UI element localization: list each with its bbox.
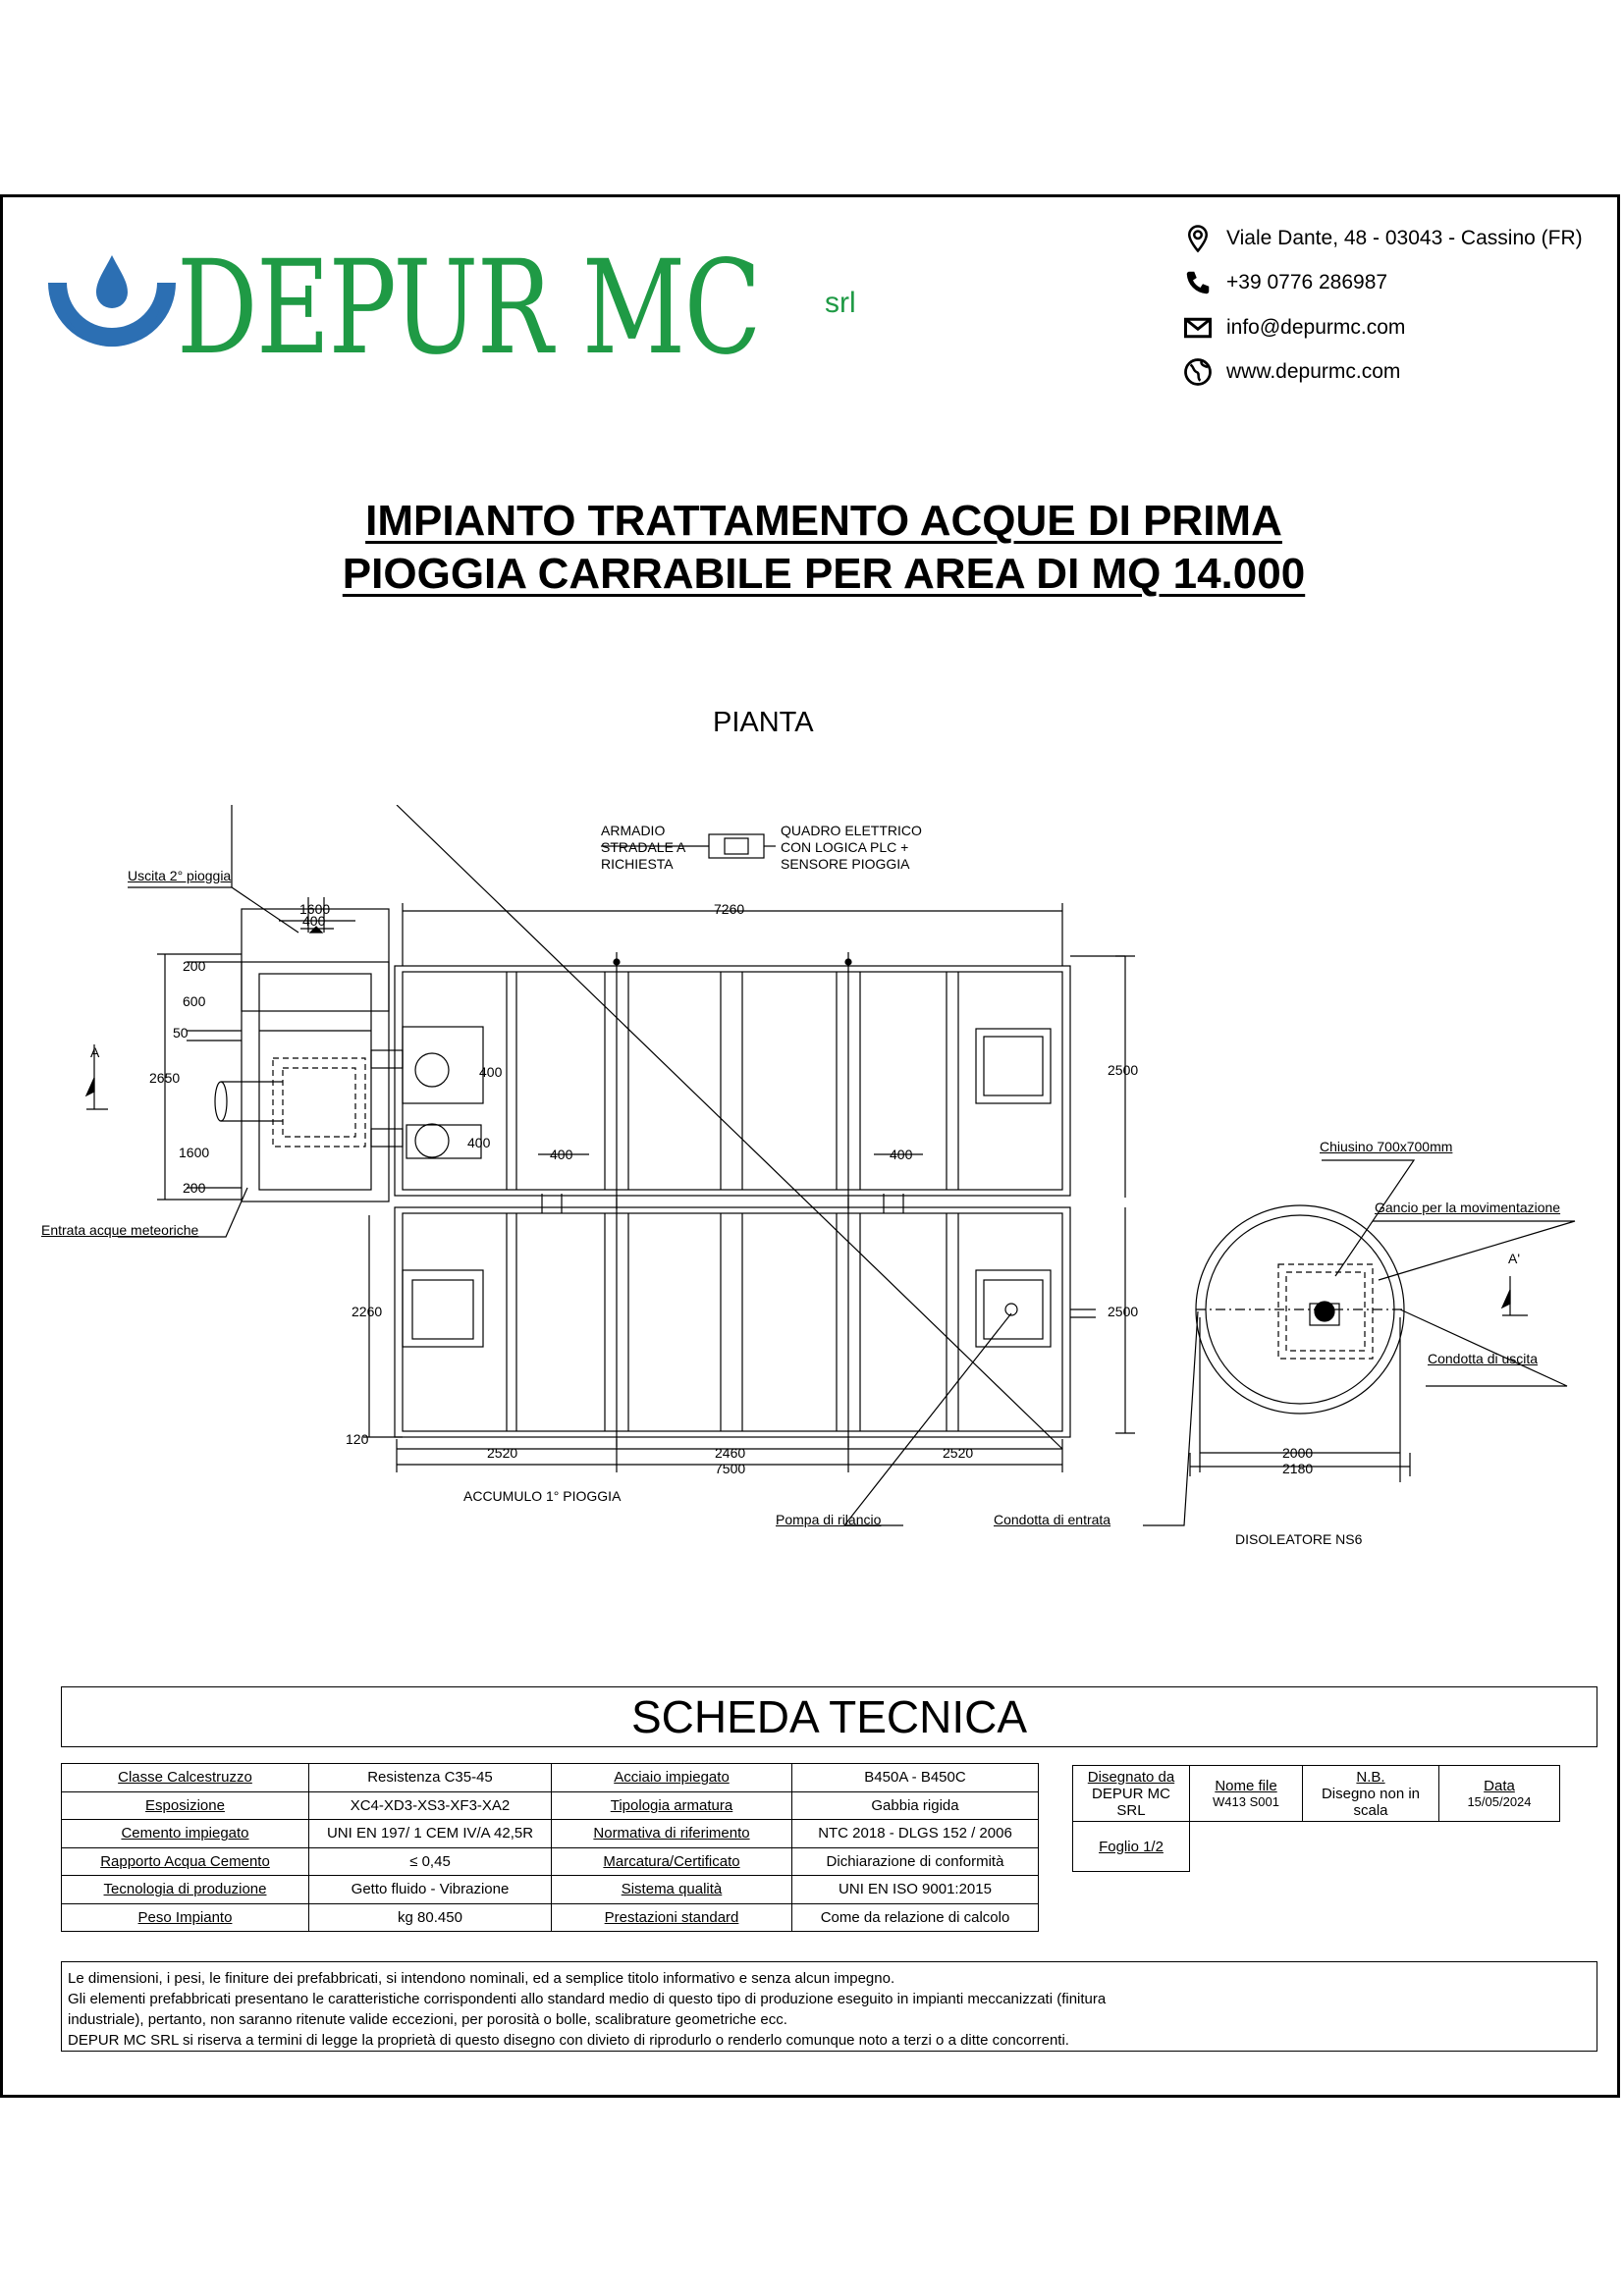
dim-400-c: 400 xyxy=(479,1064,503,1080)
dim-7260: 7260 xyxy=(714,901,745,917)
spec-cell: Tecnologia di produzione xyxy=(62,1876,309,1904)
spec-cell: Prestazioni standard xyxy=(552,1903,792,1932)
dim-1600-left: 1600 xyxy=(179,1145,210,1160)
spec-cell: Peso Impianto xyxy=(62,1903,309,1932)
second-rain-chamber xyxy=(215,897,389,1201)
disegnato-cell: Disegnato da DEPUR MC SRL xyxy=(1073,1766,1190,1822)
spec-cell: Rapporto Acqua Cemento xyxy=(62,1847,309,1876)
dim-2460: 2460 xyxy=(715,1445,746,1461)
note-line: Gli elementi prefabbricati presentano le caratteristiche corrispondenti allo standard medio di questo tipo di produzione eseguito in impianti meccanizzati (finitura xyxy=(68,1991,1107,2007)
spec-cell: Tipologia armatura xyxy=(552,1791,792,1820)
note-line: Le dimensioni, i pesi, le finiture dei prefabbricati, si intendono nominali, ed a semplice titolo informativo e senza alcun impegno. xyxy=(68,1970,895,1987)
table-row xyxy=(62,1820,1039,1848)
dim-2520-right: 2520 xyxy=(943,1445,974,1461)
address-text: Viale Dante, 48 - 03043 - Cassino (FR) xyxy=(1226,227,1583,249)
spec-cell: XC4-XD3-XS3-XF3-XA2 xyxy=(309,1791,552,1820)
dim-1600-top: 1600 xyxy=(299,901,331,917)
location-pin-icon xyxy=(1183,224,1213,253)
email-text[interactable]: info@depurmc.com xyxy=(1226,316,1406,339)
dim-600: 600 xyxy=(183,993,206,1009)
dim-120: 120 xyxy=(346,1431,369,1447)
view-title: PIANTA xyxy=(713,707,814,738)
table-row xyxy=(62,1903,1039,1932)
water-drop-logo-icon xyxy=(47,253,177,363)
spec-cell: B450A - B450C xyxy=(792,1764,1039,1792)
spec-cell: NTC 2018 - DLGS 152 / 2006 xyxy=(792,1820,1039,1848)
dim-200-b: 200 xyxy=(183,1180,206,1196)
spec-cell: Marcatura/Certificato xyxy=(552,1847,792,1876)
scheda-tecnica-title: SCHEDA TECNICA xyxy=(61,1686,1597,1747)
company-suffix: srl xyxy=(825,287,856,319)
section-a-label: A xyxy=(90,1044,100,1060)
spec-cell: Esposizione xyxy=(62,1791,309,1820)
company-name: DEPUR MC xyxy=(177,233,760,384)
gancio-label: Gancio per la movimentazione xyxy=(1375,1200,1561,1215)
spec-cell: Getto fluido - Vibrazione xyxy=(309,1876,552,1904)
spec-cell: ≤ 0,45 xyxy=(309,1847,552,1876)
dim-2500-lower: 2500 xyxy=(1108,1304,1139,1319)
spec-cell: Resistenza C35-45 xyxy=(309,1764,552,1792)
spec-cell: Dichiarazione di conformità xyxy=(792,1847,1039,1876)
accumulo-label: ACCUMULO 1° PIOGGIA xyxy=(463,1488,622,1504)
dim-2650: 2650 xyxy=(149,1070,181,1086)
dim-400-f: 400 xyxy=(890,1147,913,1162)
table-row xyxy=(62,1847,1039,1876)
title-line-2: PIOGGIA CARRABILE PER AREA DI MQ 14.000 xyxy=(342,549,1306,598)
nome-file-cell: Nome file W413 S001 xyxy=(1190,1766,1303,1822)
table-row xyxy=(62,1791,1039,1820)
table-row xyxy=(62,1764,1039,1792)
contact-phone xyxy=(1183,268,1387,297)
oil-separator-ns6 xyxy=(1190,1205,1410,1482)
spec-cell: kg 80.450 xyxy=(309,1903,552,1932)
disoleatore-label: DISOLEATORE NS6 xyxy=(1235,1531,1363,1547)
spec-cell: UNI EN 197/ 1 CEM IV/A 42,5R xyxy=(309,1820,552,1848)
accumulation-tank-lower xyxy=(395,1198,1096,1447)
spec-cell: Sistema qualità xyxy=(552,1876,792,1904)
quadro-label: QUADRO ELETTRICO CON LOGICA PLC + SENSORE PIOGGIA xyxy=(781,823,922,872)
spec-cell: Cemento impiegato xyxy=(62,1820,309,1848)
dim-2520-left: 2520 xyxy=(487,1445,518,1461)
spec-cell: Acciaio impiegato xyxy=(552,1764,792,1792)
dim-400-top: 400 xyxy=(302,913,326,929)
note-line: industriale), pertanto, non saranno ritenute valide eccezioni, per porosità o bolle, scalibrature geometriche ecc. xyxy=(68,2011,787,2028)
spec-table xyxy=(61,1763,1039,1932)
condotta-entrata-label: Condotta di entrata xyxy=(994,1512,1111,1527)
spec-cell: Classe Calcestruzzo xyxy=(62,1764,309,1792)
section-a2-label: A' xyxy=(1508,1251,1521,1266)
note-line: DEPUR MC SRL si riserva a termini di legge la proprietà di questo disegno con divieto di riprodurlo o renderlo comunque noto a terzi o a ditte concorrenti. xyxy=(68,2032,1069,2049)
condotta-uscita-label: Condotta di uscita xyxy=(1428,1351,1539,1366)
contact-website[interactable] xyxy=(1183,357,1400,387)
mail-icon xyxy=(1183,313,1213,343)
accumulation-tank-upper xyxy=(395,952,1125,1209)
contact-email[interactable] xyxy=(1183,313,1405,343)
contact-address xyxy=(1183,224,1583,253)
armadio-label: ARMADIO STRADALE A RICHIESTA xyxy=(601,823,686,872)
phone-text: +39 0776 286987 xyxy=(1226,271,1388,294)
drawing-info-table xyxy=(1072,1765,1560,1872)
nb-cell: N.B. Disegno non in scala xyxy=(1303,1766,1439,1822)
dim-400-d: 400 xyxy=(467,1135,491,1150)
entrata-label: Entrata acque meteoriche xyxy=(41,1222,199,1238)
phone-icon xyxy=(1183,268,1213,297)
dim-2500-upper: 2500 xyxy=(1108,1062,1139,1078)
spec-cell: UNI EN ISO 9001:2015 xyxy=(792,1876,1039,1904)
uscita-label: Uscita 2° pioggia xyxy=(128,868,232,883)
spec-cell: Come da relazione di calcolo xyxy=(792,1903,1039,1932)
foglio-cell: Foglio 1/2 xyxy=(1073,1822,1190,1872)
dim-2260: 2260 xyxy=(352,1304,383,1319)
data-cell: Data 15/05/2024 xyxy=(1439,1766,1560,1822)
dim-2180: 2180 xyxy=(1282,1461,1314,1476)
document-title xyxy=(0,495,1624,600)
dim-7500: 7500 xyxy=(715,1461,746,1476)
dim-50: 50 xyxy=(173,1025,189,1041)
title-line-1: IMPIANTO TRATTAMENTO ACQUE DI PRIMA xyxy=(365,497,1282,545)
plan-drawing xyxy=(0,805,1624,1571)
globe-icon xyxy=(1183,357,1213,387)
dim-200-a: 200 xyxy=(183,958,206,974)
chiusino-label: Chiusino 700x700mm xyxy=(1320,1139,1453,1154)
website-text[interactable]: www.depurmc.com xyxy=(1226,360,1401,383)
dim-400-e: 400 xyxy=(550,1147,573,1162)
spec-cell: Normativa di riferimento xyxy=(552,1820,792,1848)
pompa-label: Pompa di rilancio xyxy=(776,1512,882,1527)
table-row xyxy=(62,1876,1039,1904)
dim-2000: 2000 xyxy=(1282,1445,1314,1461)
spec-cell: Gabbia rigida xyxy=(792,1791,1039,1820)
disclaimer-notes xyxy=(61,1961,1597,2052)
